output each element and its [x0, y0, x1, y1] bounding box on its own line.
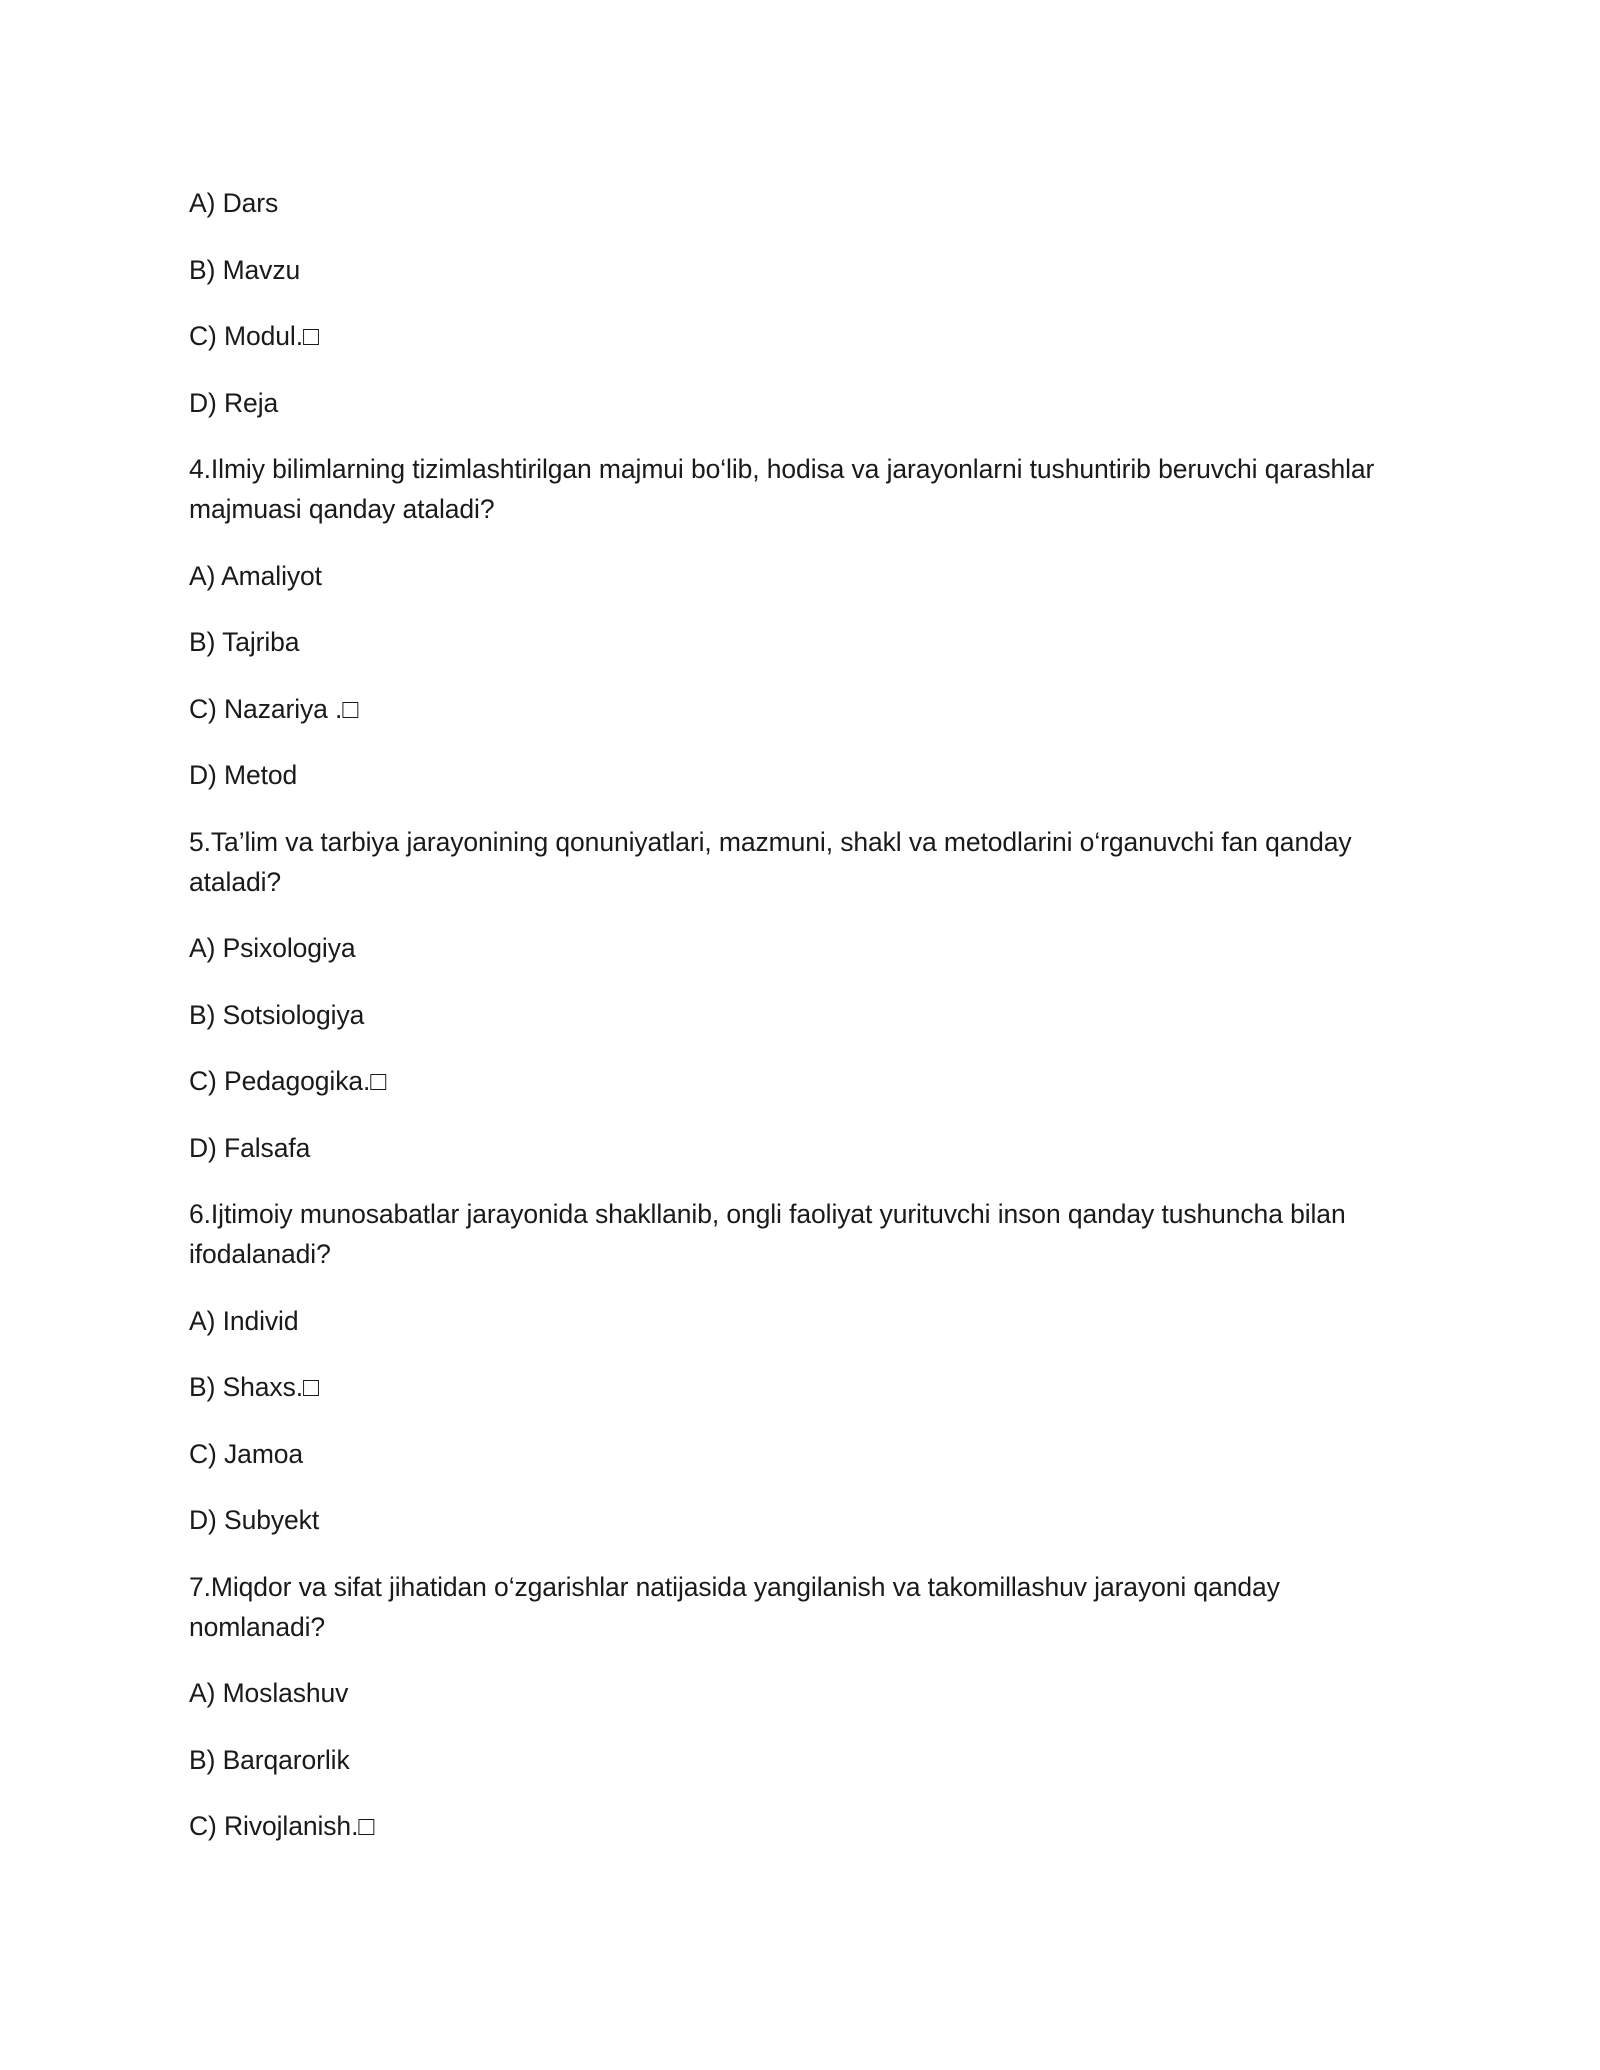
answer-option: A) Amaliyot [189, 560, 322, 591]
answer-option: D) Falsafa [189, 1132, 311, 1163]
question-text: 7.Miqdor va sifat jihatidan o‘zgarishlar natijasida yangilanish va takomillashuv jarayoni qanday nomlanadi? [189, 1571, 1280, 1642]
question-text: 5.Ta’lim va tarbiya jarayonining qonuniyatlari, mazmuni, shakl va metodlarini o‘rganuvchi fan qanday ataladi? [189, 826, 1352, 897]
answer-option: A) Individ [189, 1305, 299, 1336]
answer-option: C) Rivojlanish.□ [189, 1811, 375, 1841]
answer-option: C) Pedagogika.□ [189, 1066, 387, 1096]
answer-option: A) Psixologiya [189, 933, 356, 963]
answer-option: D) Reja [189, 387, 279, 418]
answer-option: A) Dars [189, 188, 279, 218]
answer-option: A) Moslashuv [189, 1678, 349, 1708]
answer-option: C) Modul.□ [189, 321, 319, 351]
question-text: 6.Ijtimoiy munosabatlar jarayonida shakllanib, ongli faoliyat yurituvchi inson qanday tushuncha bilan ifodalanadi? [189, 1199, 1346, 1269]
answer-option: B) Tajriba [189, 627, 300, 657]
answer-option: B) Shaxs.□ [189, 1372, 319, 1402]
document-body [189, 183, 1419, 1873]
answer-option: B) Sotsiologiya [189, 999, 365, 1030]
answer-option: C) Jamoa [189, 1438, 304, 1469]
answer-option: D) Subyekt [189, 1505, 320, 1535]
answer-option: C) Nazariya .□ [189, 693, 359, 724]
answer-option: D) Metod [189, 760, 298, 790]
question-text: 4.Ilmiy bilimlarning tizimlashtirilgan majmui bo‘lib, hodisa va jarayonlarni tushuntirib beruvchi qarashlar majmuasi qanday ataladi? [189, 454, 1375, 524]
answer-option: B) Mavzu [189, 254, 301, 285]
answer-option: B) Barqarorlik [189, 1744, 350, 1775]
